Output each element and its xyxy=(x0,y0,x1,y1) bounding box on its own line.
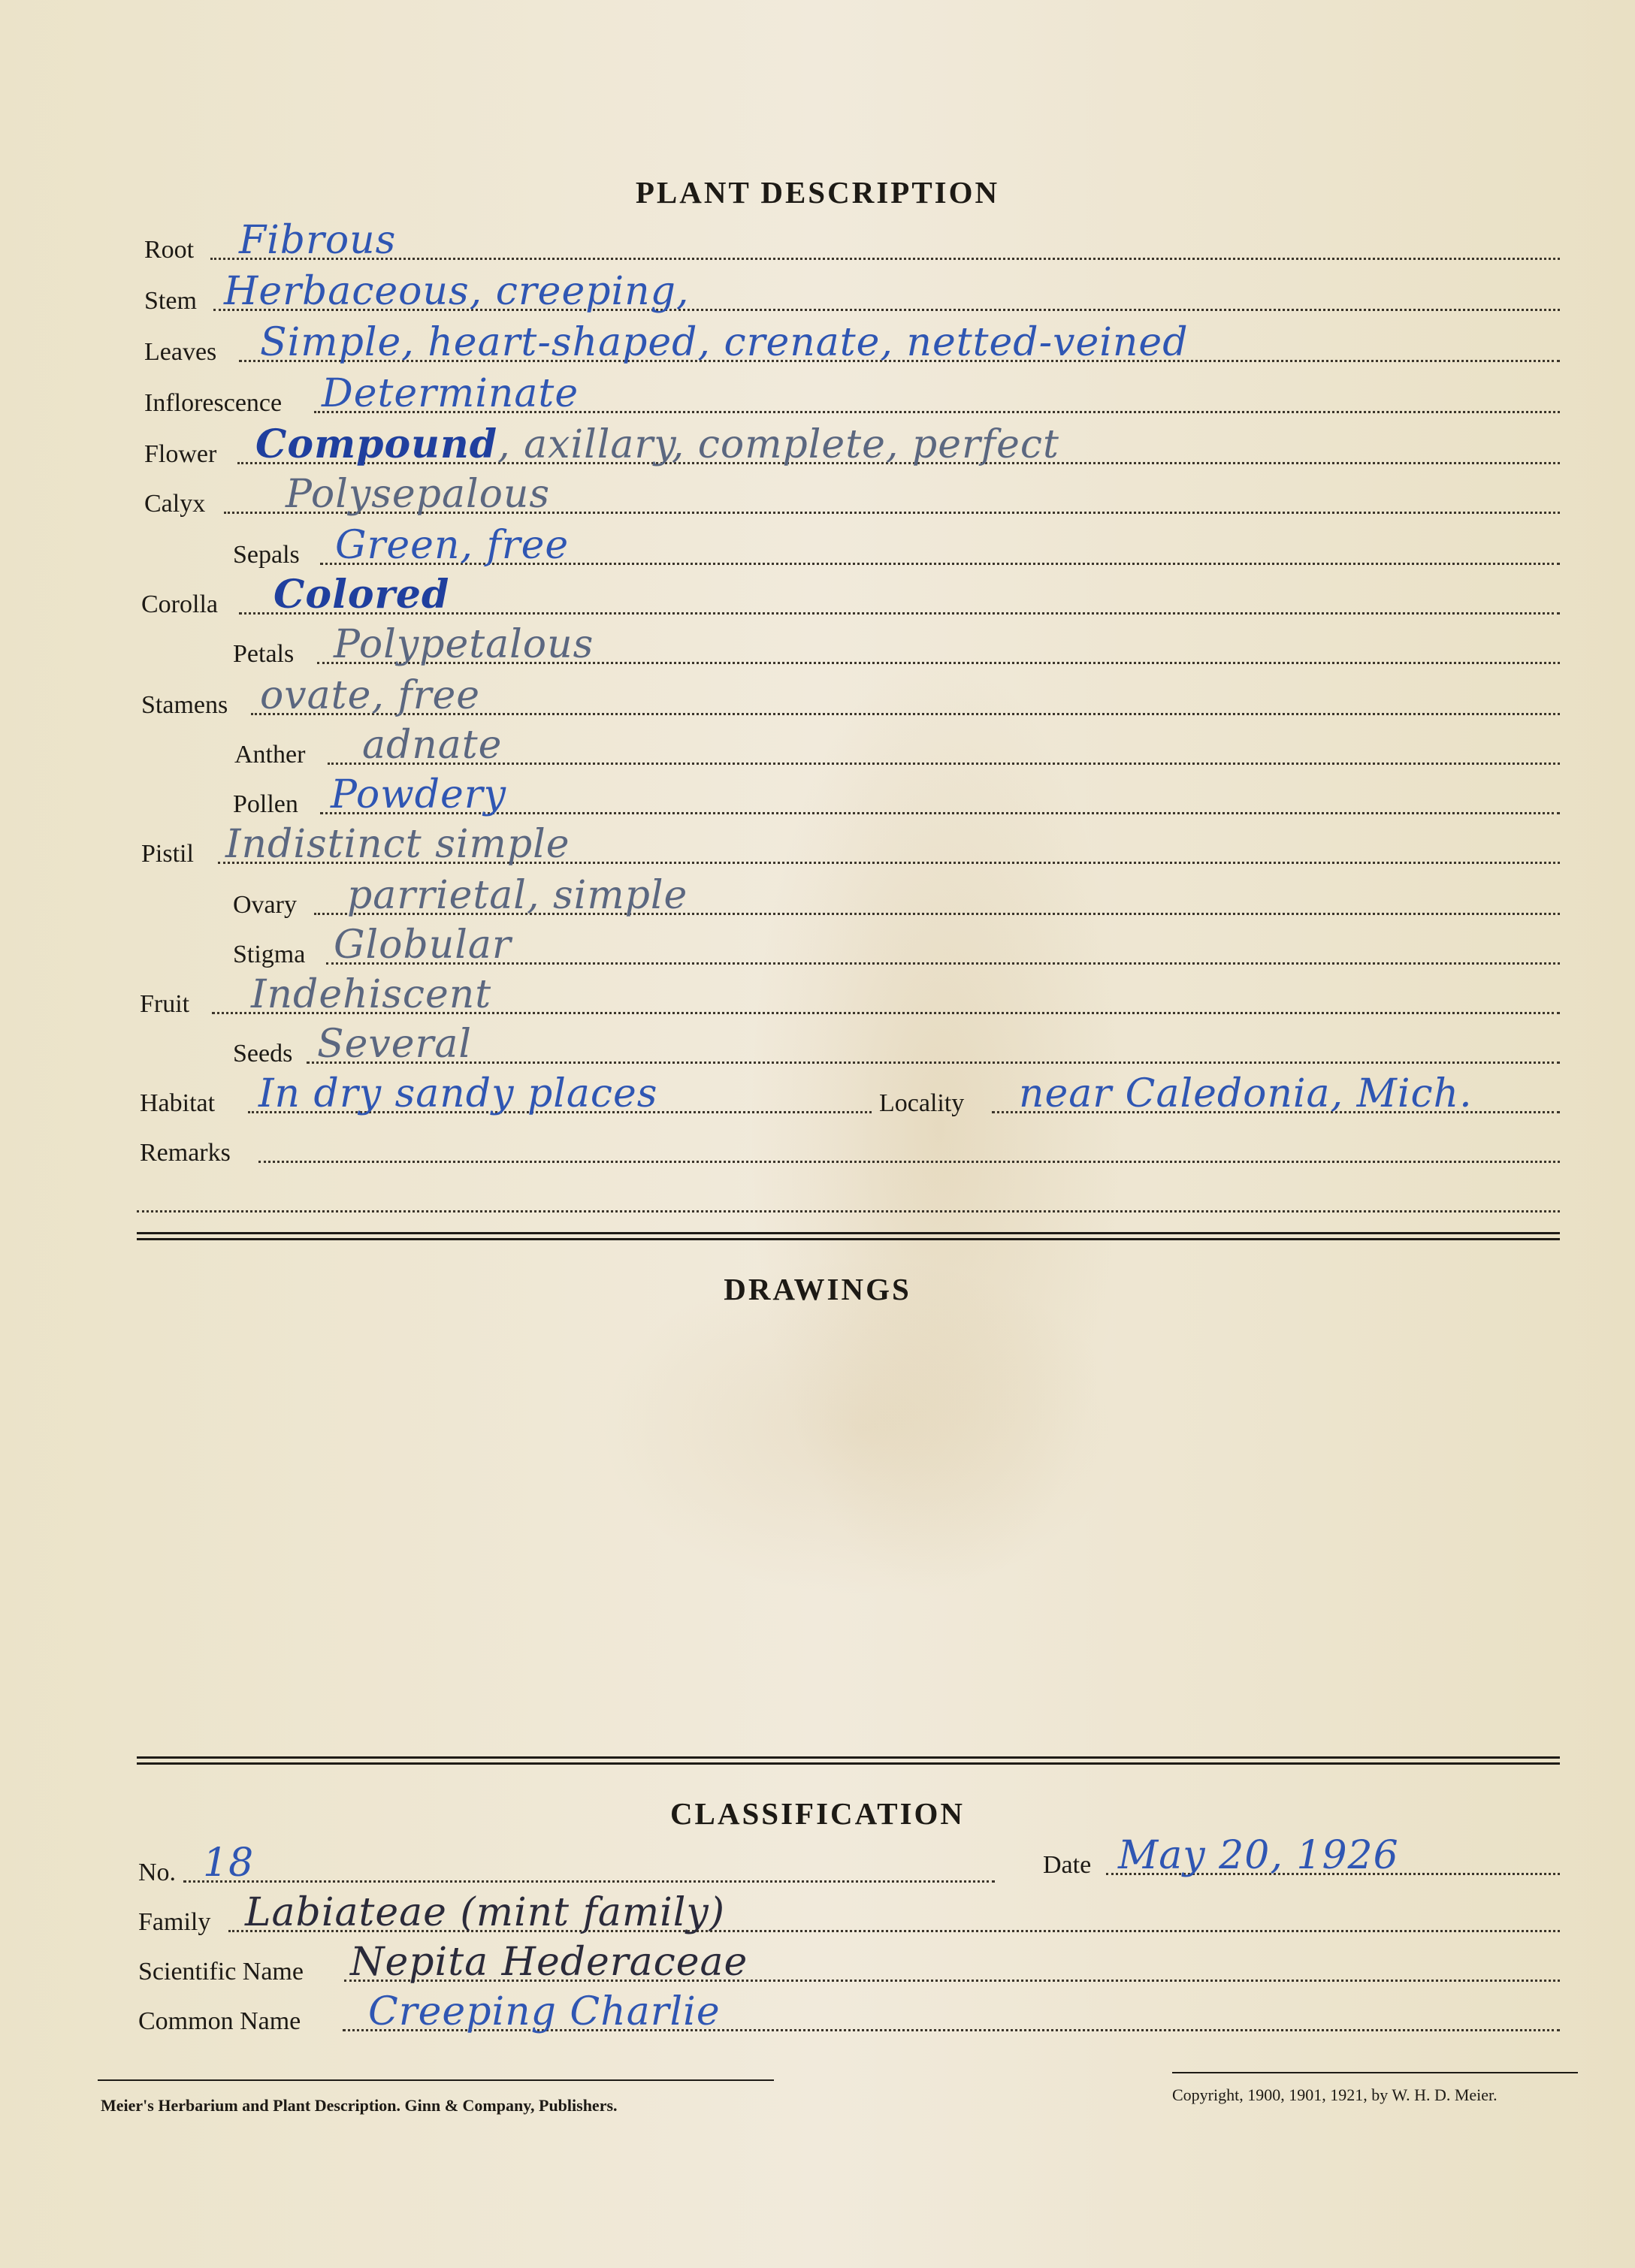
date-value: May 20, 1926 xyxy=(1118,1833,1399,1878)
inflorescence-value: Determinate xyxy=(322,371,579,416)
locality-value: near Caledonia, Mich. xyxy=(1019,1071,1473,1116)
stem-value: Herbaceous, creeping, xyxy=(224,269,690,314)
stamens-value: ovate, free xyxy=(260,673,481,718)
field-corolla xyxy=(0,572,1635,625)
plant-description-heading: PLANT DESCRIPTION xyxy=(635,175,1000,210)
seeds-value: Several xyxy=(317,1022,473,1067)
field-scientific-name xyxy=(0,1940,1635,1992)
fruit-value: Indehiscent xyxy=(251,972,492,1017)
stigma-value: Globular xyxy=(334,923,512,968)
footer-copyright: Copyright, 1900, 1901, 1921, by W. H. D. Meier. xyxy=(1172,2085,1497,2104)
section-divider-top xyxy=(137,1232,1560,1240)
pistil-label: Pistil xyxy=(141,840,194,868)
footer-rule-left xyxy=(98,2079,774,2081)
inflorescence-label: Inflorescence xyxy=(144,389,283,417)
footer-publisher: Meier's Herbarium and Plant Description. Ginn & Company, Publishers. xyxy=(101,2096,618,2115)
field-seeds xyxy=(0,1022,1635,1074)
field-petals xyxy=(0,622,1635,675)
field-stem xyxy=(0,269,1635,322)
anther-line xyxy=(328,763,1560,765)
field-pollen xyxy=(0,772,1635,825)
remarks-line-2 xyxy=(137,1210,1560,1213)
calyx-value: Polysepalous xyxy=(286,472,551,517)
seeds-line xyxy=(307,1062,1560,1064)
field-leaves xyxy=(0,320,1635,373)
field-sepals xyxy=(0,523,1635,575)
field-remarks xyxy=(0,1128,1635,1173)
flower-value-pencil: , axillary, complete, perfect xyxy=(497,422,1059,467)
remarks-line xyxy=(258,1161,1560,1163)
field-calyx xyxy=(0,472,1635,524)
leaves-label: Leaves xyxy=(144,338,217,366)
field-inflorescence xyxy=(0,371,1635,424)
common-name-label: Common Name xyxy=(138,2007,301,2035)
field-date xyxy=(0,1833,1635,1886)
field-stigma xyxy=(0,923,1635,975)
fruit-label: Fruit xyxy=(140,990,190,1018)
anther-value: adnate xyxy=(362,723,503,768)
field-common-name xyxy=(0,1989,1635,2042)
stem-label: Stem xyxy=(144,287,197,315)
anther-label: Anther xyxy=(234,741,306,769)
leaves-value: Simple, heart-shaped, crenate, netted-veined xyxy=(260,320,1189,365)
flower-label: Flower xyxy=(144,440,217,468)
number-value: 18 xyxy=(203,1841,255,1886)
drawings-area xyxy=(137,1322,1560,1743)
petals-value: Polypetalous xyxy=(334,622,594,667)
flower-value xyxy=(255,421,1059,467)
stigma-label: Stigma xyxy=(233,941,306,968)
remarks-label: Remarks xyxy=(140,1139,231,1167)
field-pistil xyxy=(0,822,1635,874)
field-stamens xyxy=(0,673,1635,726)
sepals-value: Green, free xyxy=(335,523,570,568)
ovary-label: Ovary xyxy=(233,891,297,919)
root-value: Fibrous xyxy=(239,218,397,263)
field-remarks-continued xyxy=(0,1178,1635,1223)
field-family xyxy=(0,1890,1635,1943)
stamens-label: Stamens xyxy=(141,691,228,719)
field-habitat xyxy=(0,1071,1635,1124)
root-label: Root xyxy=(144,236,195,264)
family-value: Labiateae (mint family) xyxy=(245,1890,726,1935)
root-line xyxy=(210,258,1560,260)
date-label: Date xyxy=(1043,1851,1092,1879)
seeds-label: Seeds xyxy=(233,1040,293,1068)
pollen-label: Pollen xyxy=(233,790,298,818)
habitat-value: In dry sandy places xyxy=(258,1071,658,1116)
sepals-label: Sepals xyxy=(233,541,300,569)
corolla-value: Colored xyxy=(274,572,450,618)
corolla-label: Corolla xyxy=(141,590,218,618)
drawings-heading: DRAWINGS xyxy=(724,1272,911,1306)
habitat-label: Habitat xyxy=(140,1089,216,1117)
pollen-value: Powdery xyxy=(331,772,506,817)
locality-label: Locality xyxy=(879,1089,965,1117)
flower-value-ink: Compound xyxy=(255,421,498,467)
scientific-name-label: Scientific Name xyxy=(138,1958,304,1986)
field-ovary xyxy=(0,873,1635,926)
number-label: No. xyxy=(138,1859,177,1886)
pistil-value: Indistinct simple xyxy=(225,822,570,867)
section-divider-bottom xyxy=(137,1756,1560,1765)
calyx-label: Calyx xyxy=(144,490,206,518)
field-anther xyxy=(0,723,1635,775)
field-root xyxy=(0,218,1635,270)
field-flower xyxy=(0,421,1635,475)
petals-label: Petals xyxy=(233,640,295,668)
field-fruit xyxy=(0,972,1635,1025)
classification-heading: CLASSIFICATION xyxy=(669,1796,966,1831)
family-label: Family xyxy=(138,1908,211,1936)
common-name-value: Creeping Charlie xyxy=(368,1989,721,2034)
footer-rule-right xyxy=(1172,2072,1578,2073)
scientific-name-value: Nepita Hederaceae xyxy=(350,1940,748,1985)
ovary-value: parrietal, simple xyxy=(347,873,688,918)
